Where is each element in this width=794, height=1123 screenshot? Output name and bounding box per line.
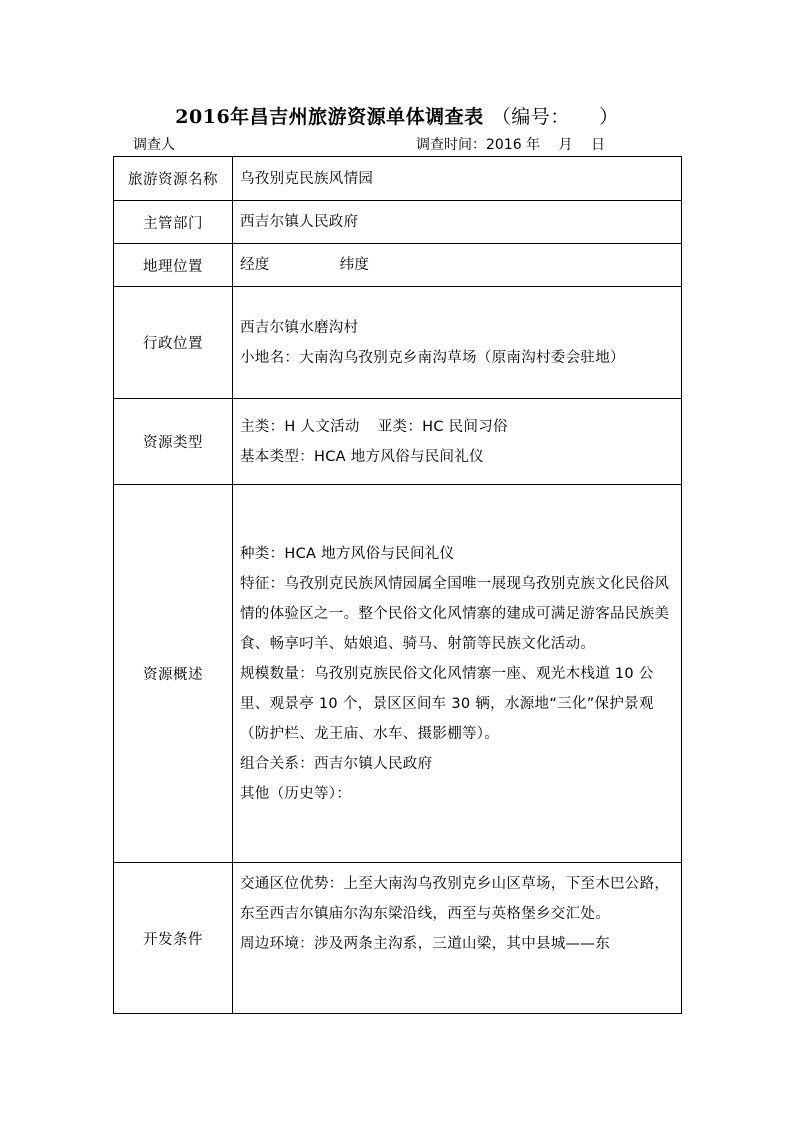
table-row-admin [114,287,682,399]
type-basic: 基本类型：HCA 地方风俗与民间礼仪 [240,448,484,465]
table-row-development [114,863,682,1014]
investigator-text: 调查人 [133,137,175,153]
title-text: 2016年昌吉州旅游资源单体调查表 [175,106,484,128]
serial-number-label: （编号： ） [491,106,619,128]
admin-line-1: 西吉尔镇水磨沟村 [240,319,359,336]
label-resource-type: 资源类型 [114,399,233,485]
type-main: 主类：H 人文活动 [240,418,360,435]
type-sub: 亚类：HC 民间习俗 [377,418,508,435]
label-resource-summary: 资源概述 [114,485,233,863]
development-environment: 周边环境：涉及两条主沟系，三道山梁，其中县城——东 [240,936,610,952]
summary-kind: 种类：HCA 地方风俗与民间礼仪 [240,545,455,562]
summary-scale: 规模数量：乌孜别克族民俗文化风情寨一座、观光木栈道 10 公里、观景亭 10 个，景区区间车 30 辆，水源地“三化”保护景观（防护栏、龙王庙、水车、摄影棚等）。 [240,665,654,742]
admin-line-2: 小地名：大南沟乌孜别克乡南沟草场（原南沟村委会驻地） [240,349,625,366]
value-department: 西吉尔镇人民政府 [233,201,682,244]
document-title [0,102,794,129]
label-resource-name: 旅游资源名称 [114,157,233,201]
survey-date-text: 调查时间：2016 年 月 日 [416,137,605,153]
summary-other: 其他（历史等）： [240,785,352,802]
summary-combination: 组合关系：西吉尔镇人民政府 [240,755,433,772]
survey-date-label [416,134,605,154]
label-admin-location: 行政位置 [114,287,233,399]
table-row-geo [114,244,682,287]
table-row-department [114,201,682,244]
table-row-name [114,157,682,201]
value-resource-name: 乌孜别克民族风情园 [233,157,682,201]
value-resource-summary [233,485,682,863]
development-traffic: 交通区位优势：上至大南沟乌孜别克乡山区草场，下至木巴公路，东至西吉尔镇庙尔沟东梁沿线，西至与英格堡乡交汇处。 [240,876,670,922]
label-department: 主管部门 [114,201,233,244]
value-geo-location [233,244,682,287]
table-row-summary [114,485,682,863]
summary-feature: 特征：乌孜别克民族风情园属全国唯一展现乌孜别克族文化民俗风情的体验区之一。整个民俗文化风情寨的建成可满足游客品民族美食、畅享叼羊、姑娘追、骑马、射箭等民族文化活动。 [240,575,670,652]
latitude-label: 纬度 [339,257,370,273]
investigator-label [133,134,175,154]
value-development [233,863,682,1014]
table-row-type [114,399,682,485]
survey-table [113,156,682,1014]
label-geo-location: 地理位置 [114,244,233,287]
label-development: 开发条件 [114,863,233,1014]
value-admin-location [233,287,682,399]
value-resource-type [233,399,682,485]
longitude-label: 经度 [240,257,270,273]
